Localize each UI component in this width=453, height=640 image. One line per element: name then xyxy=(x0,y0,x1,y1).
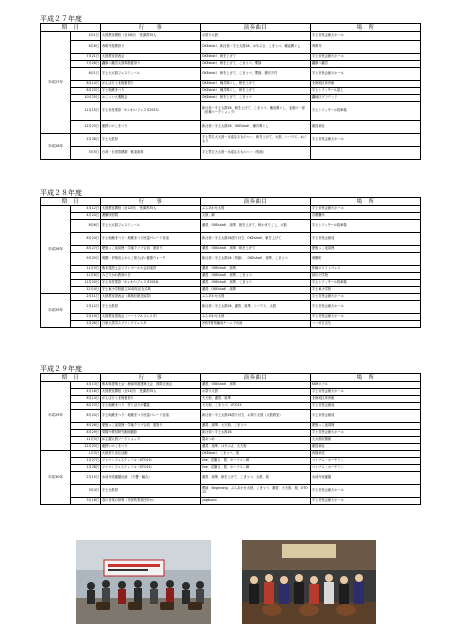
date-cell: 11月15日 xyxy=(71,102,101,121)
place-cell: 北街地区体育館 xyxy=(311,396,421,403)
header-event: 行 事 xyxy=(101,198,201,206)
period-cell: 平成29年 xyxy=(41,294,71,328)
date-cell: 8月27日 xyxy=(71,246,101,253)
date-cell: 4月24日 xyxy=(71,213,101,220)
table-row xyxy=(41,206,421,213)
table-row xyxy=(41,458,421,465)
table-row xyxy=(41,246,421,253)
place-cell xyxy=(311,147,421,160)
place-cell: 宇土市民会館大ホール xyxy=(311,314,421,321)
songs-cell: 震あつめ xyxy=(201,437,311,444)
period-cell: 平成28年 xyxy=(41,206,71,294)
table-row xyxy=(41,498,421,505)
table-row xyxy=(41,444,421,451)
table-row xyxy=(41,465,421,472)
table-row xyxy=(41,102,421,121)
place-cell: 北街地区体育館 xyxy=(311,81,421,88)
table-row xyxy=(41,485,421,498)
table-row xyxy=(41,266,421,273)
section-title: 平成２８年度 xyxy=(40,189,82,197)
place-cell: 宇土シティモール駐車場 xyxy=(311,280,421,287)
songs-cell: 繋摘、Beginning、ぶらあわせ太鼓、こまうべ、灌善、大天狗、旅、UTO15 xyxy=(201,485,311,498)
songs-cell: ぶらあわせ太鼓 xyxy=(201,294,311,301)
event-cell: 肥後っこ夜周囲・学童クラブ合同 夏祭り xyxy=(101,423,201,430)
place-cell: 宇土市民会館大ホール xyxy=(311,485,421,498)
place-cell: ベトナム・ホーチミン xyxy=(311,465,421,472)
period-cell: 平成30年 xyxy=(41,451,71,505)
event-cell: 龍鉄いのこまつり xyxy=(101,444,201,451)
event-cell: 宇土太鼓祭 xyxy=(101,301,201,314)
place-cell: 水前寺成趣園 xyxy=(311,472,421,485)
songs-cell: 灌善、OKEshot!、風華、こまうべ xyxy=(201,280,311,287)
table-row xyxy=(41,61,421,68)
date-cell: 8月29日 xyxy=(71,430,101,437)
event-cell: 宇土市産業祭「わいわいフェスタ2015」 xyxy=(101,102,201,121)
place-cell: 宇土東小学校 xyxy=(311,287,421,294)
place-cell: 宇土市民会館大ホール xyxy=(311,206,421,213)
date-cell: 10月25日 xyxy=(71,95,101,102)
songs-cell: OKEshot!、帆を上げて、こまうべ xyxy=(201,95,311,102)
event-cell: がんばろう北街夏祭り xyxy=(101,396,201,403)
section-title: 平成２７年度 xyxy=(40,15,82,23)
event-cell: 台湾・台湾蒸穂類 歓迎演奏 xyxy=(101,147,201,160)
songs-cell: 大天狗、こまうべ、UTO15 xyxy=(201,403,311,410)
date-cell: 2月10日 xyxy=(71,472,101,485)
place-cell: 宇土市民会館大ホール xyxy=(311,68,421,81)
table-row xyxy=(41,321,421,328)
event-cell: 熊本建設土会ソフトボール大会前夜祭 xyxy=(101,266,201,273)
songs-cell: 灌善、風華、はやぶさ、大天狗 xyxy=(201,444,311,451)
date-cell: 2月12日 xyxy=(71,301,101,314)
date-cell: 3月5日 xyxy=(71,147,101,160)
songs-cell: 宇土男左大太鼓～永遠なるものへ～（短縮） xyxy=(201,147,311,160)
event-cell: 春の音楽の祭典（市民吹奏楽団ほか） xyxy=(101,498,201,505)
songs-cell: 新社楽～宇土太鼓26 xyxy=(201,430,311,437)
date-cell: 11月5日 xyxy=(71,266,101,273)
event-cell: 専明寺屋薫祭り xyxy=(101,41,201,54)
table-row xyxy=(41,95,421,102)
place-cell: ハバ市日吉久 xyxy=(311,321,421,328)
place-cell: 宇土シティモール屋上 xyxy=(311,88,421,95)
event-cell: 太鼓祭り宣伝活動 xyxy=(101,451,201,458)
table-row xyxy=(41,213,421,220)
songs-cell: 灌善、OKEshot!、風華、こまうべ xyxy=(201,273,311,280)
place-cell: 宇土市民会館大ホール xyxy=(311,294,421,301)
songs-cell: 灌善、OKEshot!、風華 xyxy=(201,287,311,294)
date-cell: 1月3日 xyxy=(71,451,101,458)
date-cell: 8月14日 xyxy=(71,396,101,403)
songs-cell: 新社楽～宇土太鼓26（短縮）、OKEshot!、風華、こまうべ xyxy=(201,253,311,266)
table-row xyxy=(41,220,421,233)
place-cell: 大太鼓収蔵館 xyxy=(311,437,421,444)
place-cell: ベトナム・ホーチミン xyxy=(311,458,421,465)
place-cell: 宇土市民会館前 xyxy=(311,233,421,246)
event-cell: 轟節八幡宮太鼓奉納夏祭り xyxy=(101,61,201,68)
songs-cell: 大天狗、灌善、風華 xyxy=(201,396,311,403)
event-cell: 菊陽中教材研究動画撮影 xyxy=(101,430,201,437)
event-cell: 肥後っこ夜周囲・学童クラブ合同 夏祭り xyxy=(101,246,201,253)
table-row xyxy=(41,389,421,396)
table-header-row xyxy=(41,24,421,32)
table-row xyxy=(41,41,421,54)
schedule-table xyxy=(40,23,421,160)
place-cell: 宇土市民会館大ホール xyxy=(311,498,421,505)
event-cell: 熊本県建築士会・鹿南青道建築士会 国際交流会 xyxy=(101,382,201,389)
table-row xyxy=(41,121,421,134)
table-row xyxy=(41,396,421,403)
songs-cell: ぶらあわせ太鼓 xyxy=(201,314,311,321)
songs-cell: OKEshot!、種共鳴ぐし、帆を上げて xyxy=(201,81,311,88)
table-row xyxy=(41,437,421,444)
songs-cell: 3団体特別編成チームで出演 xyxy=(201,321,311,328)
songs-cell: line、花籠る、旅、ホーテエン御 xyxy=(201,458,311,465)
table-header-row xyxy=(41,198,421,206)
event-cell: 宇土東小学校創立20周年記念式典 xyxy=(101,287,201,294)
place-cell: 宇土市民会館大ホール xyxy=(311,430,421,437)
event-cell: 宇土大太鼓フェスティバル xyxy=(101,68,201,81)
place-cell: 各避難所 xyxy=(311,213,421,220)
place-cell: KKRホテル xyxy=(311,382,421,389)
date-cell: 4月12日 xyxy=(71,206,101,213)
event-cell: 避難所慰問 xyxy=(101,213,201,220)
event-cell: 宇土太鼓祭 xyxy=(101,485,201,498)
header-period: 期 日 xyxy=(41,24,101,32)
date-cell: 8月14日 xyxy=(71,81,101,88)
songs-cell: yagbushi xyxy=(201,498,311,505)
songs-cell: 灌善、OKEshot!、風華、帆を上げて xyxy=(201,246,311,253)
table-row xyxy=(41,134,421,147)
event-cell: 宇土地蔵まつり 竹とぼりの饗宴 xyxy=(101,403,201,410)
place-cell: 宇土市民会館大ホール xyxy=(311,32,421,41)
period-cell: 平成27年 xyxy=(41,32,71,134)
place-cell: 肥後っこ夜周囲 xyxy=(311,423,421,430)
date-cell: 2月28日 xyxy=(71,134,101,147)
header-place: 場 所 xyxy=(311,198,421,206)
date-cell: 3月4日 xyxy=(71,485,101,498)
table-row xyxy=(41,472,421,485)
event-cell: 太鼓教室発表会 xyxy=(101,54,201,61)
event-cell: 宇土市産業祭「わいわいフェスタ2016」 xyxy=(101,280,201,287)
table-row xyxy=(41,287,421,294)
table-row xyxy=(41,430,421,437)
date-cell: 8月26日 xyxy=(71,423,101,430)
table-row xyxy=(41,301,421,314)
place-cell: 西揚神宮 xyxy=(311,451,421,458)
date-cell: 2月19日 xyxy=(71,314,101,321)
table-row xyxy=(41,280,421,287)
place-cell: 肥後っこ夜周囲 xyxy=(311,246,421,253)
date-cell: 2月26日 xyxy=(71,321,101,328)
place-cell: 松橋ホワイトパレス xyxy=(311,266,421,273)
songs-cell: OKEshot!、帆を上げて xyxy=(201,54,311,61)
place-cell: 宇土市民会館大ホール xyxy=(311,389,421,396)
table-row xyxy=(41,88,421,95)
date-cell: 1月27日 xyxy=(71,458,101,465)
photo-area xyxy=(76,540,376,624)
songs-cell: 灌善、OKEshot!、風華、帆を上げて、帆わまりこし、太鼓 xyxy=(201,220,311,233)
event-cell: ジャパンフェスティバル（UTO15） xyxy=(101,465,201,472)
event-cell: 奥鶴・伊奥田よかとこ知ろばい健康ウォーク xyxy=(101,253,201,266)
place-cell: 宇土市民会館大ホール xyxy=(311,54,421,61)
event-cell: がんばろう北街夏祭り xyxy=(101,81,201,88)
place-cell: 奥鶴町 xyxy=(311,253,421,266)
header-event: 行 事 xyxy=(101,24,201,32)
date-cell: 4月13日 xyxy=(71,382,101,389)
event-cell: 宇土地蔵まつり xyxy=(101,88,201,95)
table-row xyxy=(41,54,421,61)
date-cell: 8月23日 xyxy=(71,403,101,410)
table-row xyxy=(41,403,421,410)
table-row xyxy=(41,314,421,321)
period-cell: 平成29年 xyxy=(41,382,71,451)
place-cell: 宇土市民会館大ホール xyxy=(311,301,421,314)
place-cell: 龍島神社 xyxy=(311,121,421,134)
date-cell: 12月23日 xyxy=(71,121,101,134)
place-cell: 緑川小学校 xyxy=(311,273,421,280)
date-cell: 7月21日 xyxy=(71,54,101,61)
date-cell: 8月1日 xyxy=(71,68,101,81)
table-row xyxy=(41,273,421,280)
header-event: 行 事 xyxy=(101,374,201,382)
place-cell: 宇土市民会館前 xyxy=(311,410,421,423)
date-cell: 4月1日 xyxy=(71,32,101,41)
event-cell: ジャパンフェスティバル（UTO15） xyxy=(101,458,201,465)
songs-cell: 新社楽～宇土太鼓26語り付き、OKEshot!、帆を上げて xyxy=(201,233,311,246)
songs-cell: OKEshot!、種共鳴ぐし、帆を上げて xyxy=(201,88,311,95)
table-row xyxy=(41,410,421,423)
event-cell: みどりかわ教育の日 xyxy=(101,273,201,280)
songs-cell: 新社楽～宇土太鼓26語り付き、お祭り太鼓（太鼓教室） xyxy=(201,410,311,423)
date-cell: 8月6日 xyxy=(71,220,101,233)
date-cell: 12月23日 xyxy=(71,444,101,451)
songs-cell: OKEshot!、帆を上げて、こまうべ、繋摘 xyxy=(201,61,311,68)
event-cell: 太鼓教室発表会（ハートフルフェスタ） xyxy=(101,314,201,321)
event-cell: 宇土地蔵まつり・地蔵まつり民謡パレード参加 xyxy=(101,233,201,246)
header-songs: 演奏曲目 xyxy=(201,24,311,32)
date-cell: 12月4日 xyxy=(71,287,101,294)
place-cell: 宇土市民会館大ホール xyxy=(311,134,421,147)
table-row xyxy=(41,423,421,430)
group-photo-banner xyxy=(76,540,211,624)
date-cell: 1月28日 xyxy=(71,465,101,472)
event-cell: 宇土大太鼓フェスティバル xyxy=(101,220,201,233)
table-row xyxy=(41,253,421,266)
event-cell: おこっい大運動会 xyxy=(101,95,201,102)
songs-cell: 新社楽～宇土太鼓26、灌善、風華、シバウス、太鼓 xyxy=(201,301,311,314)
event-cell: 日豪大蒸気スプリングフェスタ xyxy=(101,321,201,328)
date-cell: 11月20日 xyxy=(71,280,101,287)
songs-cell: 灌善、風華、帆を上げて、こまうべ、太鼓、旅 xyxy=(201,472,311,485)
songs-cell: OKEshot!、新社楽～宇土太鼓26、はやぶさ、こまうべ、種直興ぐし xyxy=(201,41,311,54)
event-cell: 太鼓教室開校（全12回） 受講者35人 xyxy=(101,206,201,213)
period-cell: 平成28年 xyxy=(41,134,71,160)
date-cell: 4月18日 xyxy=(71,389,101,396)
header-period: 期 日 xyxy=(41,374,101,382)
table-row xyxy=(41,451,421,458)
songs-cell: 太鼓、劇 xyxy=(201,213,311,220)
table-row xyxy=(41,147,421,160)
event-cell: 龍鉄いのこまつり xyxy=(101,121,201,134)
date-cell: 2月11日 xyxy=(71,294,101,301)
header-songs: 演奏曲目 xyxy=(201,374,311,382)
event-cell: 宇土太鼓祭 xyxy=(101,134,201,147)
schedule-table xyxy=(40,197,421,328)
place-cell: 龍島神社 xyxy=(311,444,421,451)
event-cell: 宇土地蔵まつり・地蔵まつり民謡パレード参加 xyxy=(101,410,201,423)
header-place: 場 所 xyxy=(311,374,421,382)
table-row xyxy=(41,294,421,301)
date-cell: 7月26日 xyxy=(71,61,101,68)
table-row xyxy=(41,68,421,81)
date-cell: 9月25日 xyxy=(71,253,101,266)
songs-cell: ぶらあわせ太鼓 xyxy=(201,206,311,213)
place-cell: 宇土シティモール駐車場 xyxy=(311,102,421,121)
songs-cell: OKEshot!、こまうべ、旅 xyxy=(201,451,311,458)
table-row xyxy=(41,233,421,246)
songs-cell: 新社楽～宇土太鼓26、帆を上げて、こまうべ、種直興ぐし、並進の一部（田舞ワークショップ） xyxy=(201,102,311,121)
place-cell: 宇土シティモール駐車場 xyxy=(311,220,421,233)
songs-cell: 灌善、OKEshot!、風華、 xyxy=(201,266,311,273)
event-cell: 水前寺成趣園出演 （天響・輪吉） xyxy=(101,472,201,485)
date-cell: 8月23日 xyxy=(71,88,101,95)
table-row xyxy=(41,32,421,41)
table-row xyxy=(41,382,421,389)
songs-cell: OKEshot!、帆を上げて、こまうべ、繋摘、鳳号万作 xyxy=(201,68,311,81)
songs-cell: お祭り太鼓 xyxy=(201,32,311,41)
header-songs: 演奏曲目 xyxy=(201,198,311,206)
group-photo-stage xyxy=(242,540,376,624)
event-cell: 太鼓教室開校（全21回） 受講者35人 xyxy=(101,389,201,396)
header-period: 期 日 xyxy=(41,198,101,206)
place-cell: 轟地区グラウンド xyxy=(311,95,421,102)
event-cell: 太鼓教室開校（全16回） 受講者35人 xyxy=(101,32,201,41)
place-cell: 宇土市民会館前 xyxy=(311,403,421,410)
place-cell: 専明寺 xyxy=(311,41,421,54)
songs-cell: line、花籠る、旅、ホーテエン御 xyxy=(201,465,311,472)
place-cell: 轟節八幡宮 xyxy=(311,61,421,68)
date-cell: 8月24日 xyxy=(71,410,101,423)
songs-cell: 灌善、OKEshot!、風華 xyxy=(201,382,311,389)
schedule-table xyxy=(40,373,421,505)
date-cell: 6月6日 xyxy=(71,41,101,54)
event-cell: 太鼓教室発表会（地域伝統芸能祭） xyxy=(101,294,201,301)
header-place: 場 所 xyxy=(311,24,421,32)
songs-cell: 宇土男左大太鼓～永遠なるものへ～、帆を上げて、太鼓、シバウス、ぬくもり xyxy=(201,134,311,147)
section-title: 平成２９年度 xyxy=(40,365,82,373)
songs-cell: 新社楽～宇土太鼓26、OKEshot!、種共鳴ぐし xyxy=(201,121,311,134)
date-cell: 3月18日 xyxy=(71,498,101,505)
songs-cell: お祭り太鼓 xyxy=(201,389,311,396)
songs-cell: 灌善、風華、大天狗、こまうべ xyxy=(201,423,311,430)
date-cell: 11月3日 xyxy=(71,437,101,444)
table-header-row xyxy=(41,374,421,382)
table-row xyxy=(41,81,421,88)
date-cell: 11月6日 xyxy=(71,273,101,280)
event-cell: JC主催太鼓ワークショップ xyxy=(101,437,201,444)
date-cell: 8月24日 xyxy=(71,233,101,246)
